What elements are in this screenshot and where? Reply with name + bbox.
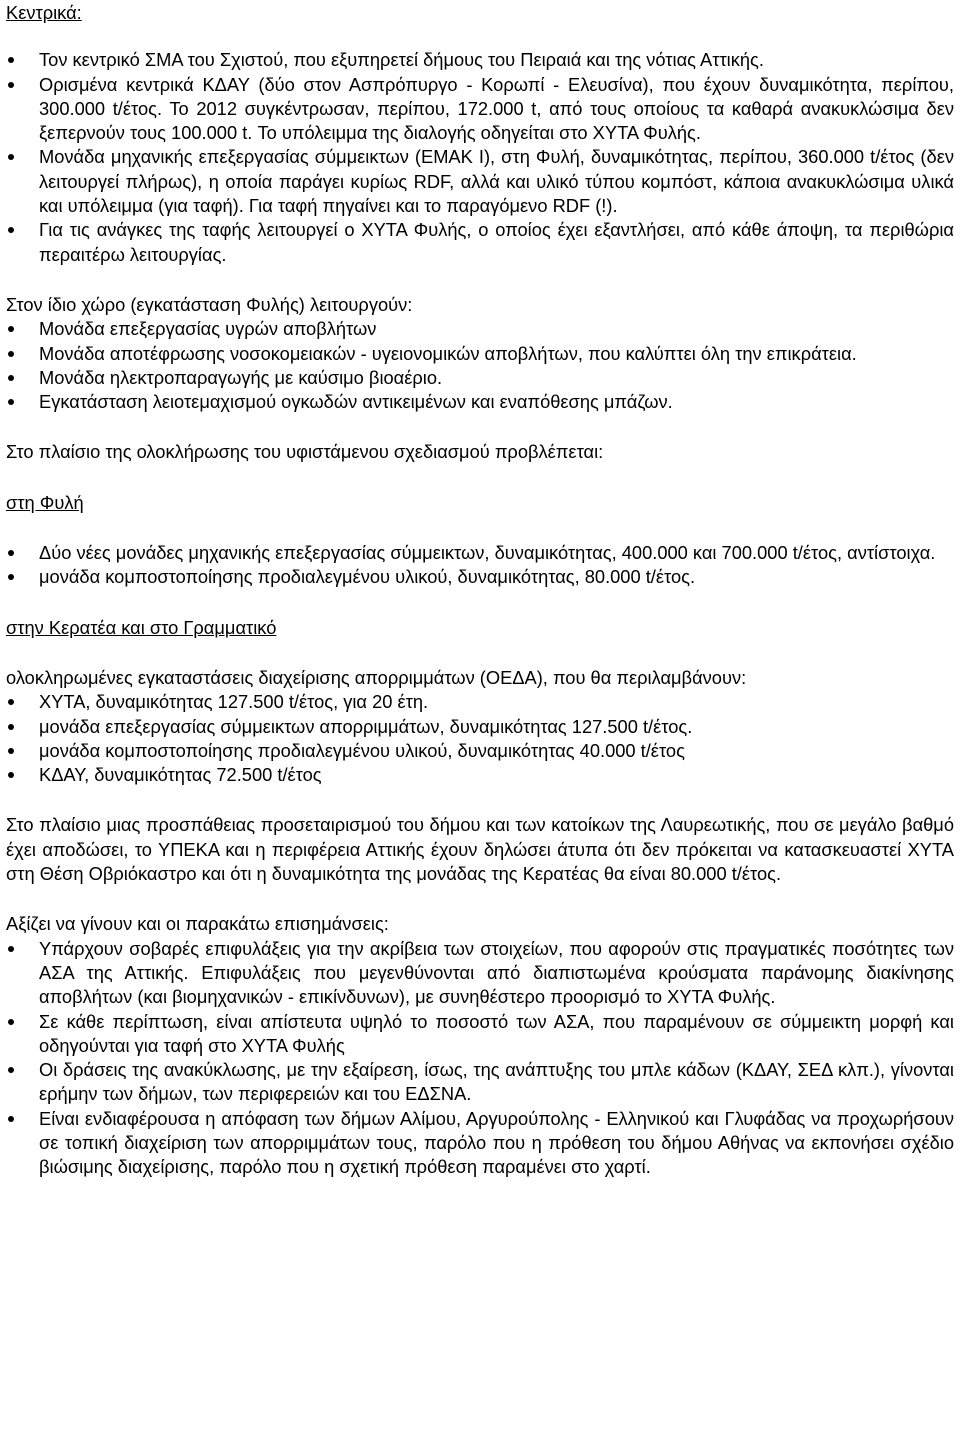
spacer	[6, 25, 954, 48]
keratea-heading: στην Κερατέα και στο Γραμματικό	[6, 616, 277, 638]
list-item: Μονάδα ηλεκτροπαραγωγής με καύσιμο βιοαέριο.	[6, 366, 954, 390]
spacer	[6, 267, 954, 293]
bullet-icon	[8, 724, 14, 730]
list-item: μονάδα επεξεργασίας σύμμεικτων απορριμμάτων, δυναμικότητας 127.500 t/έτος.	[6, 715, 954, 739]
same-site-intro: Στον ίδιο χώρο (εγκατάσταση Φυλής) λειτουργούν:	[6, 293, 413, 315]
bullet-icon	[8, 399, 14, 405]
bullet-icon	[8, 154, 14, 160]
spacer	[6, 465, 954, 491]
bullet-icon	[8, 82, 14, 88]
bullet-icon	[8, 351, 14, 357]
bullet-icon	[8, 1067, 14, 1073]
list-item: Δύο νέες μονάδες μηχανικής επεξεργασίας σύμμεικτων, δυναμικότητας, 400.000 και 700.000 t/έτος, αντίστοιχα.	[6, 541, 954, 565]
list-item: Ορισμένα κεντρικά ΚΔΑΥ (δύο στον Ασπρόπυργο - Κορωπί - Ελευσίνα), που έχουν δυναμικότητα, περίπου, 300.000 t/έτος. Το 2012 συγκέντρωσαν, περίπου, 172.000 t, από τους οποίους τα καθαρά ανακυκλώσιμα δεν ξεπερνούν τους 100.000 t. Το υπόλειμμα της διαλογής οδηγείται στο ΧΥΤΑ Φυλής.	[6, 73, 954, 146]
list-item: μονάδα κομποστοποίησης προδιαλεγμένου υλικού, δυναμικότητας, 80.000 t/έτος.	[6, 565, 954, 589]
list-item: Τον κεντρικό ΣΜΑ του Σχιστού, που εξυπηρετεί δήμους του Πειραιά και της νότιας Αττικής.	[6, 48, 954, 72]
list-item: Εγκατάσταση λειοτεμαχισμού ογκωδών αντικειμένων και εναπόθεσης μπάζων.	[6, 390, 954, 414]
bullet-icon	[8, 772, 14, 778]
list-item: ΚΔΑΥ, δυναμικότητας 72.500 t/έτος	[6, 763, 954, 787]
bullet-icon	[8, 699, 14, 705]
list-item: Για τις ανάγκες της ταφής λειτουργεί ο ΧΥΤΑ Φυλής, ο οποίος έχει εξαντλήσει, από κάθε άποψη, τα περιθώρια περαιτέρω λειτουργίας.	[6, 218, 954, 267]
bullet-icon	[8, 326, 14, 332]
remarks-list	[6, 937, 954, 1180]
list-item: Μονάδα μηχανικής επεξεργασίας σύμμεικτων (ΕΜΑΚ Ι), στη Φυλή, δυναμικότητας, περίπου, 360.000 t/έτος (δεν λειτουργεί πλήρως), η οποία παράγει κυρίως RDF, αλλά και υλικό τύπου κομπόστ, κάποια ανακυκλώσιμα υλικά και υπόλειμμα (για ταφή). Για ταφή πηγαίνει και το παραγόμενο RDF (!).	[6, 145, 954, 218]
bullet-icon	[8, 227, 14, 233]
bullet-icon	[8, 748, 14, 754]
spacer	[6, 787, 954, 813]
bullet-icon	[8, 1116, 14, 1122]
bullet-icon	[8, 574, 14, 580]
central-list	[6, 48, 954, 267]
list-item: Οι δράσεις της ανακύκλωσης, με την εξαίρεση, ίσως, της ανάπτυξης του μπλε κάδων (ΚΔΑΥ, ΣΕΔ κλπ.), γίνονται ερήμην των δήμων, των περιφερειών και του ΕΔΣΝΑ.	[6, 1058, 954, 1107]
list-item: Μονάδα αποτέφρωσης νοσοκομειακών - υγειονομικών αποβλήτων, που καλύπτει όλη την επικράτεια.	[6, 342, 954, 366]
bullet-icon	[8, 946, 14, 952]
list-item: Μονάδα επεξεργασίας υγρών αποβλήτων	[6, 317, 954, 341]
phyli-heading: στη Φυλή	[6, 491, 84, 513]
list-item: Σε κάθε περίπτωση, είναι απίστευτα υψηλό το ποσοστό των ΑΣΑ, που παραμένουν σε σύμμεικτη μορφή και οδηγούνται για ταφή στο ΧΥΤΑ Φυλής	[6, 1010, 954, 1059]
bullet-icon	[8, 1019, 14, 1025]
same-site-list	[6, 317, 954, 414]
list-item: ΧΥΤΑ, δυναμικότητας 127.500 t/έτος, για 20 έτη.	[6, 690, 954, 714]
heading-central: Κεντρικά:	[6, 2, 82, 23]
keratea-intro: ολοκληρωμένες εγκαταστάσεις διαχείρισης απορριμμάτων (ΟΕΔΑ), που θα περιλαμβάνουν:	[6, 666, 747, 688]
spacer	[6, 515, 954, 541]
spacer	[6, 640, 954, 666]
phyli-list	[6, 541, 954, 590]
spacer	[6, 886, 954, 912]
spacer	[6, 590, 954, 616]
plan-intro: Στο πλαίσιο της ολοκλήρωσης του υφιστάμενου σχεδιασμού προβλέπεται:	[6, 441, 604, 463]
bullet-icon	[8, 57, 14, 63]
lavreotiki-paragraph: Στο πλαίσιο μιας προσπάθειας προσεταιρισμού του δήμου και των κατοίκων της Λαυρεωτικής, που σε μεγάλο βαθμό έχει αποδώσει, το ΥΠΕΚΑ και η περιφέρεια Αττικής έχουν δηλώσει άτυπα ότι δεν πρόκειται να κατασκευαστεί ΧΥΤΑ στη Θέση Οβριόκαστρο και ότι η δυναμικότητα της μονάδας της Κερατέας θα είναι 80.000 t/έτος.	[6, 814, 954, 885]
bullet-icon	[8, 375, 14, 381]
spacer	[6, 414, 954, 440]
list-item: Είναι ενδιαφέρουσα η απόφαση των δήμων Αλίμου, Αργυρούπολης - Ελληνικού και Γλυφάδας να προχωρήσουν σε τοπική διαχείριση των απορριμμάτων τους, παρόλο που η πρόθεση του δήμου Αθήνας να εκπονήσει σχέδιο βιώσιμης διαχείρισης, παρόλο που η σχετική πρόθεση παραμένει στο χαρτί.	[6, 1107, 954, 1180]
bullet-icon	[8, 550, 14, 556]
list-item: Υπάρχουν σοβαρές επιφυλάξεις για την ακρίβεια των στοιχείων, που αφορούν στις πραγματικές ποσότητες των ΑΣΑ της Αττικής. Επιφυλάξεις που μεγενθύνονται από διαπιστωμένα κρούσματα παράνομης διακίνησης αποβλήτων (και βιομηχανικών - επικίνδυνων), με συνηθέστερο προορισμό το ΧΥΤΑ Φυλής.	[6, 937, 954, 1010]
keratea-list	[6, 690, 954, 787]
remarks-intro: Αξίζει να γίνουν και οι παρακάτω επισημάνσεις:	[6, 913, 389, 935]
list-item: μονάδα κομποστοποίησης προδιαλεγμένου υλικού, δυναμικότητας 40.000 t/έτος	[6, 739, 954, 763]
